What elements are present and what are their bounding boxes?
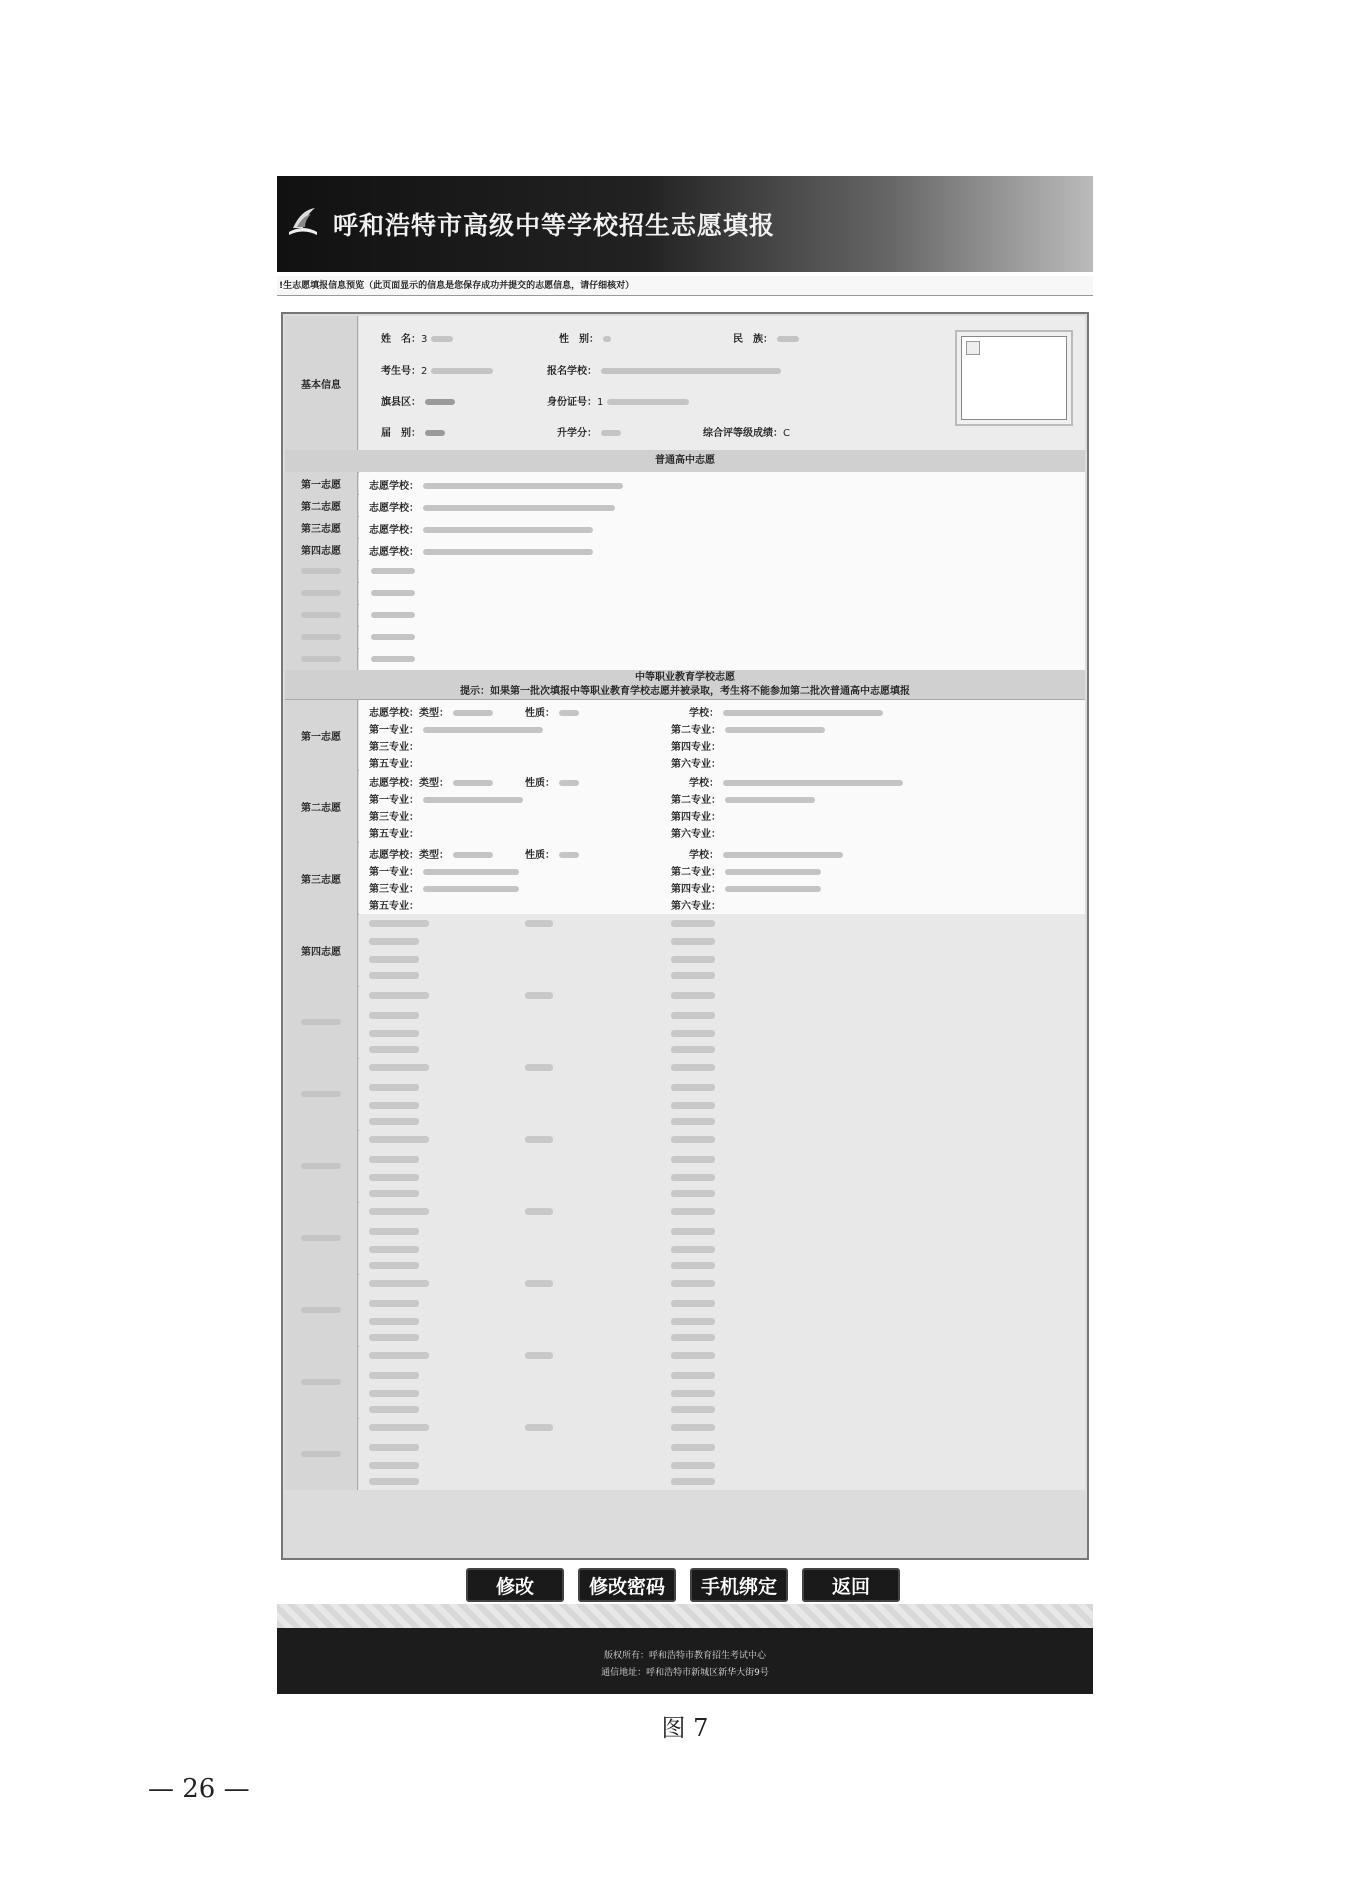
general-row-2	[285, 494, 1085, 517]
vocational-row-2: 第二志愿 志愿学校：类型： 性质： 学校： 第一专业： 第二专业： 第三专业： 第四专业： 第五专业： 第六专业：	[285, 770, 1085, 843]
general-row-4	[285, 538, 1085, 561]
vocational-row-blurred	[285, 1274, 1085, 1347]
vocational-row-label: 第二志愿	[285, 770, 358, 842]
score-field: 升学分：	[557, 424, 621, 439]
site-header	[277, 176, 1093, 272]
registration-school-field: 报名学校：	[547, 362, 781, 377]
general-row-label: 第四志愿	[285, 538, 358, 560]
edit-button[interactable]: 修改	[466, 1568, 564, 1602]
id-number-field: 身份证号：1	[547, 393, 689, 408]
exam-number-field: 考生号：2	[381, 362, 493, 377]
footer-copyright: 版权所有：呼和浩特市教育招生考试中心	[603, 1651, 766, 1661]
vocational-section-title	[285, 670, 1085, 700]
vocational-title: 中等职业教育学校志愿	[635, 672, 735, 683]
page-number: — 26 —	[148, 1774, 250, 1804]
grade-field: 届 别：	[381, 424, 445, 439]
ethnic-field: 民 族：	[733, 330, 799, 345]
vocational-row-blurred	[285, 1202, 1085, 1275]
logo-icon	[283, 202, 323, 242]
site-footer	[277, 1628, 1093, 1694]
info-panel	[281, 312, 1089, 1560]
general-section-title: 普通高中志愿	[285, 450, 1085, 473]
name-field: 姓 名：3	[381, 330, 453, 345]
rating-field: 综合评等级成绩：C	[703, 428, 790, 439]
photo-box	[955, 330, 1073, 426]
general-row-blurred	[285, 560, 1085, 583]
general-row-1	[285, 472, 1085, 495]
vocational-row-blurred	[285, 1418, 1085, 1490]
vocational-row-3: 第三志愿 志愿学校：类型： 性质： 学校： 第一专业： 第二专业： 第三专业： 第四专业： 第五专业： 第六专业：	[285, 842, 1085, 915]
footer-address: 通信地址：呼和浩特市新城区新华大街9号	[601, 1668, 769, 1678]
vocational-row-label: 第一志愿	[285, 700, 358, 770]
choice-school-field: 志愿学校：	[369, 477, 623, 492]
vocational-row-blurred	[285, 1058, 1085, 1131]
preview-notice: !生志愿填报信息预览（此页面显示的信息是您保存成功并提交的志愿信息，请仔细核对）	[277, 276, 1093, 296]
gender-field: 性 别：	[559, 330, 611, 345]
broken-image-icon	[966, 341, 980, 355]
screenshot-frame	[277, 176, 1093, 1694]
choice-school-field: 志愿学校：	[369, 499, 615, 514]
general-row-blurred	[285, 626, 1085, 649]
back-button[interactable]: 返回	[802, 1568, 900, 1602]
general-row-blurred	[285, 604, 1085, 627]
basic-info-row	[285, 316, 1085, 451]
general-row-label: 第三志愿	[285, 516, 358, 538]
vocational-row-label: 第四志愿	[285, 914, 358, 986]
general-row-blurred	[285, 582, 1085, 605]
vocational-row-1: 第一志愿 志愿学校：类型： 性质： 学校： 第一专业： 第二专业： 第三专业： 第四专业： 第五专业： 第六专业：	[285, 700, 1085, 771]
figure-caption: 图 7	[661, 1714, 709, 1742]
vocational-row-blurred	[285, 1130, 1085, 1203]
choice-school-field: 志愿学校：	[369, 521, 593, 536]
general-row-3	[285, 516, 1085, 539]
vocational-row-4	[285, 914, 1085, 987]
basic-info-label: 基本信息	[285, 316, 358, 450]
vocational-row-blurred	[285, 986, 1085, 1059]
choice-school-field: 志愿学校：	[369, 543, 593, 558]
general-row-label: 第一志愿	[285, 472, 358, 494]
general-row-label: 第二志愿	[285, 494, 358, 516]
bind-phone-button[interactable]: 手机绑定	[690, 1568, 788, 1602]
vocational-tip: 提示：如果第一批次填报中等职业教育学校志愿并被录取，考生将不能参加第二批次普通高中志愿填报	[460, 686, 910, 697]
general-row-blurred	[285, 648, 1085, 671]
footer-strip	[277, 1604, 1093, 1628]
change-password-button[interactable]: 修改密码	[578, 1568, 676, 1602]
vocational-row-blurred	[285, 1346, 1085, 1419]
site-title: 呼和浩特市高级中等学校招生志愿填报	[333, 211, 776, 240]
vocational-row-label: 第三志愿	[285, 842, 358, 914]
district-field: 旗县区：	[381, 393, 455, 408]
